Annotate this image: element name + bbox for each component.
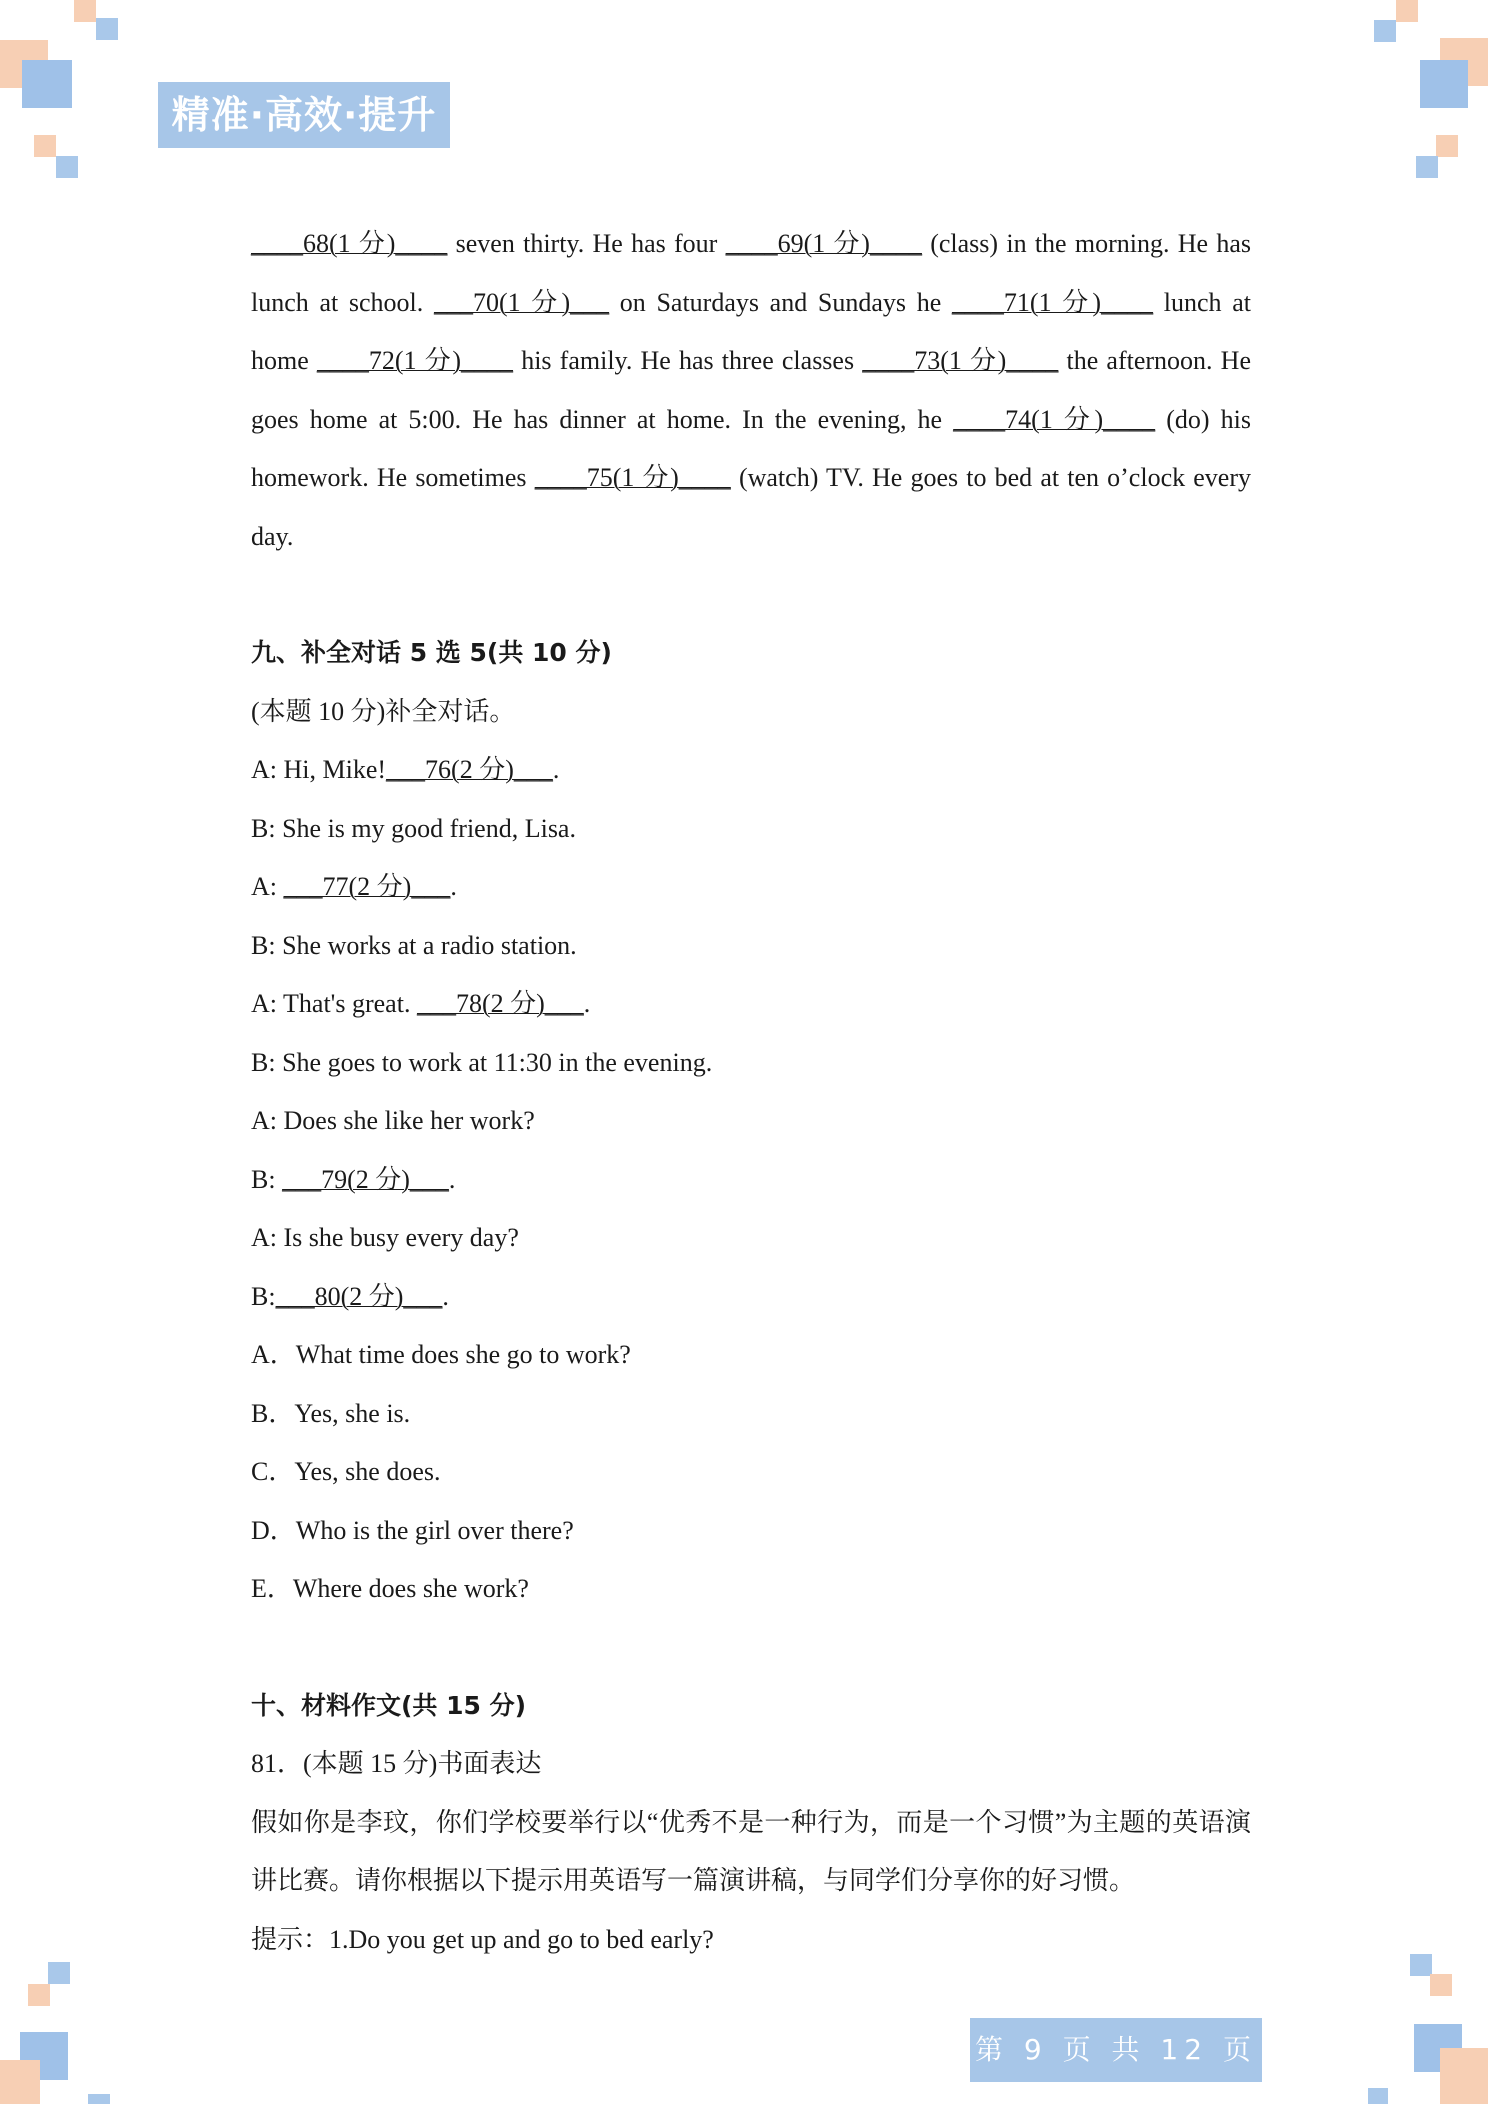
blank-71[interactable]: ____71(1 分)____ (951, 287, 1154, 317)
dialogue-line: B: She is my good friend, Lisa. (251, 813, 576, 843)
passage-line: homework. He sometimes ____75(1 分)____ (watch) TV. He goes to bed at ten o’clock every (251, 463, 1252, 492)
writing-prompt-line: 讲比赛。请你根据以下提示用英语写一篇演讲稿，与同学们分享你的好习惯。 (251, 1866, 1136, 1895)
section-10-title: 十、材料作文(共 15 分) (251, 1690, 527, 1720)
blank-74[interactable]: ____74(1 分)____ (953, 404, 1156, 434)
section-9-title: 九、补全对话 5 选 5(共 10 分) (251, 638, 612, 667)
passage-line: lunch at school. ___70(1 分)___ on Saturdays and Sundays he ____71(1 分)____ lunch at (251, 287, 1251, 317)
header-badge: 精准·高效·提升 (158, 82, 450, 148)
blank-72[interactable]: ____72(1 分)____ (316, 346, 514, 375)
section-9-instruction: (本题 10 分)补全对话。 (251, 696, 516, 726)
option-b: B．Yes, she is. (251, 1398, 411, 1428)
option-c: C．Yes, she does. (251, 1457, 441, 1486)
page-number: 第 9 页 共 12 页 (970, 2018, 1262, 2082)
blank-80[interactable]: ___80(2 分)___ (275, 1281, 443, 1311)
dialogue-line: B: ___79(2 分)___. (251, 1164, 456, 1194)
question-81: 81．(本题 15 分)书面表达 (251, 1749, 542, 1778)
passage-line: ____68(1 分)____ seven thirty. He has four ____69(1 分)____ (class) in the morning. He has (251, 229, 1251, 258)
dialogue-line: A: ___77(2 分)___. (251, 872, 457, 901)
dialogue-line: A: Hi, Mike!___76(2 分)___. (251, 755, 560, 784)
blank-77[interactable]: ___77(2 分)___ (283, 872, 451, 901)
dialogue-line: B: She works at a radio station. (251, 930, 577, 960)
dialogue-line: A: Is she busy every day? (251, 1223, 519, 1252)
blank-68[interactable]: ____68(1 分)____ (251, 229, 448, 258)
dialogue-line: B: She goes to work at 11:30 in the evening. (251, 1047, 713, 1077)
passage-line: goes home at 5:00. He has dinner at home. In the evening, he ____74(1 分)____ (do) his (251, 404, 1251, 434)
option-d: D．Who is the girl over there? (251, 1515, 574, 1545)
cloze-passage (251, 215, 1251, 566)
dialogue-line: A: Does she like her work? (251, 1106, 535, 1135)
dialogue (251, 741, 1251, 1326)
page-content (251, 215, 1251, 1969)
blank-75[interactable]: ____75(1 分)____ (534, 463, 731, 492)
option-e: E．Where does she work? (251, 1574, 529, 1603)
answer-options (251, 1326, 1251, 1619)
blank-70[interactable]: ___70(1 分)___ (433, 287, 610, 317)
blank-73[interactable]: ____73(1 分)____ (862, 346, 1059, 375)
passage-line: home ____72(1 分)____ his family. He has three classes ____73(1 分)____ the afternoon. He (251, 346, 1252, 375)
writing-prompt-line: 假如你是李玟，你们学校要举行以“优秀不是一种行为，而是一个习惯”为主题的英语演 (251, 1807, 1251, 1837)
blank-69[interactable]: ____69(1 分)____ (725, 229, 922, 258)
passage-line: day. (251, 521, 294, 551)
writing-hint: 提示：1.Do you get up and go to bed early? (251, 1924, 714, 1954)
blank-79[interactable]: ___79(2 分)___ (282, 1164, 449, 1194)
blank-76[interactable]: ___76(2 分)___ (386, 755, 553, 784)
blank-78[interactable]: ___78(2 分)___ (416, 989, 584, 1018)
dialogue-line: B:___80(2 分)___. (251, 1281, 449, 1311)
dialogue-line: A: That's great. ___78(2 分)___. (251, 989, 591, 1018)
option-a: A．What time does she go to work? (251, 1340, 631, 1369)
